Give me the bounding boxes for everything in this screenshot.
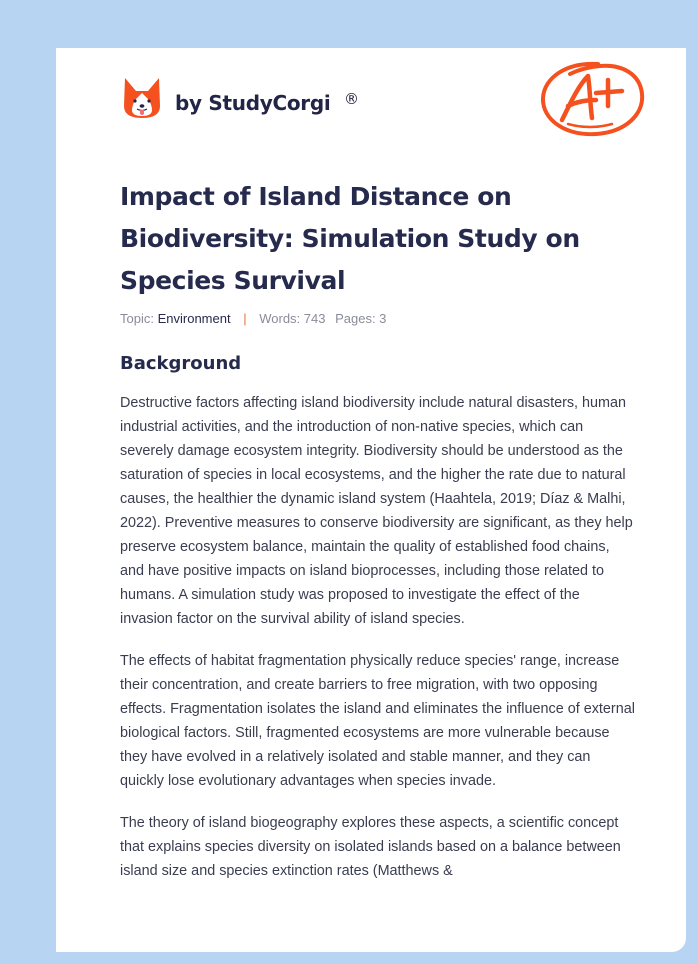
section-heading-background: Background	[120, 353, 242, 374]
document-card	[56, 48, 686, 952]
studycorgi-logo[interactable]	[122, 76, 359, 120]
paragraph: Destructive factors affecting island biodiversity include natural disasters, human industrial activities, and the introduction of non-native species, which can severely damage ecosystem integrity. Biodiversity should be understood as the saturation of species in local ecosystems, and the higher the rate due to natural causes, the healthier the dynamic island system (Haahtela, 2019; Díaz & Malhi, 2022). Preventive measures to conserve biodiversity are significant, as they help preserve ecosystem balance, maintain the quality of established food chains, and have positive impacts on island bioprocesses, including those related to humans. A simulation study was proposed to investigate the effect of the invasion factor on the survival ability of island species.	[120, 395, 633, 627]
corgi-head-icon	[122, 76, 162, 120]
page-count: Pages: 3	[335, 311, 387, 326]
article-title: Impact of Island Distance on Biodiversity: Simulation Study on Species Survival	[120, 182, 580, 295]
article-meta	[120, 311, 386, 326]
paragraph: The theory of island biogeography explores these aspects, a scientific concept that explains species diversity on isolated islands based on a balance between island size and species extinction rates (Matthews &	[120, 815, 621, 879]
topic-label: Topic:	[120, 311, 154, 326]
meta-separator: |	[243, 311, 247, 326]
registered-mark: ®	[344, 90, 359, 108]
a-plus-grade-icon	[538, 58, 648, 140]
word-count: Words: 743	[259, 311, 326, 326]
brand-name: by StudyCorgi	[175, 91, 331, 115]
paragraph: The effects of habitat fragmentation physically reduce species' range, increase their concentration, and create barriers to free migration, with two opposing effects. Fragmentation isolates the island and eliminates the influence of external biological factors. Still, fragmented ecosystems are more vulnerable because they have evolved in a relatively isolated and stable manner, and they can quickly lose evolutionary advantages when species invade.	[120, 653, 635, 789]
topic-link[interactable]: Environment	[157, 311, 231, 326]
article-body	[120, 391, 635, 901]
